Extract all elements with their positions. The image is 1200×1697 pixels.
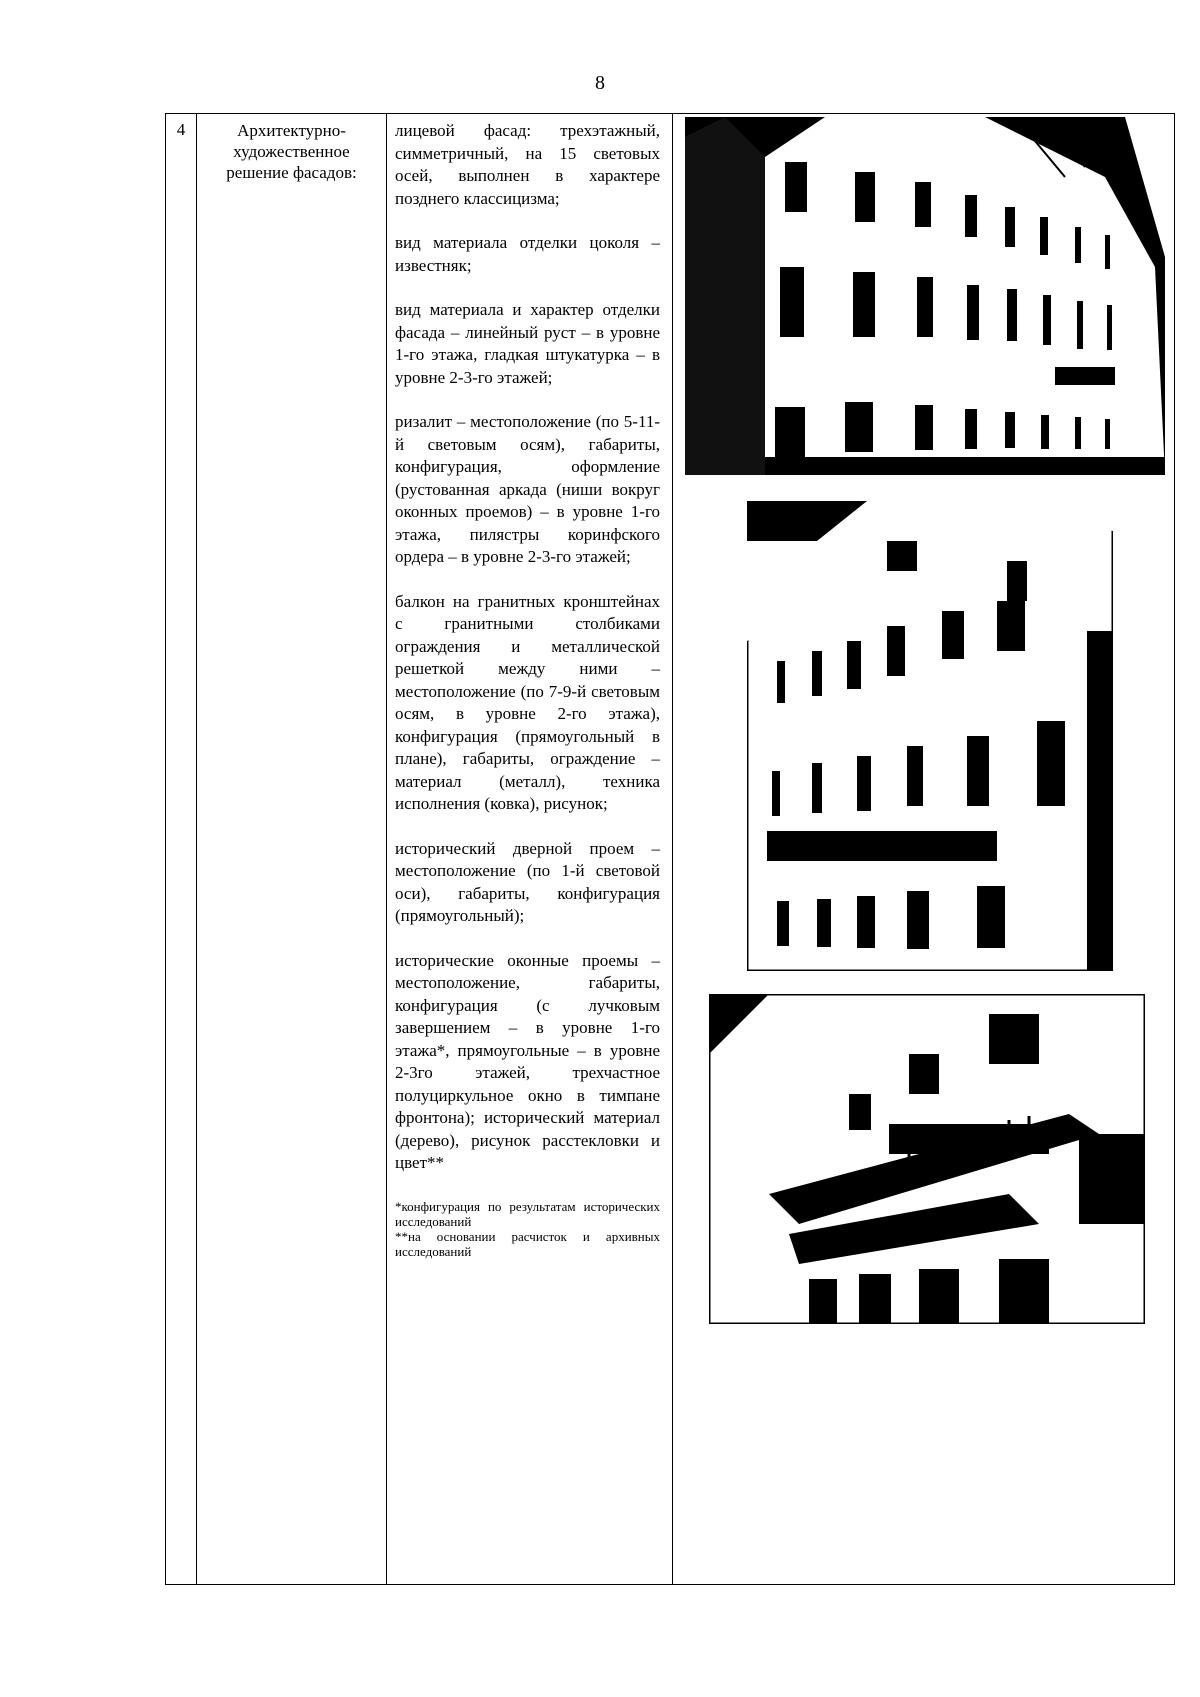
paragraph-balcony: балкон на гранитных кронштейнах с гранитными столбиками ограждения и металлической решеткой между ними – местоположение (по 7-9-й световым осям, в уровне 2-го этажа), конфигурация (прямоугольный в плане), габариты, ограждение – материал (металл), техника исполнения (ковка), рисунок; [395, 591, 660, 813]
paragraph-risalit: ризалит – местоположение (по 5-11-й световым осям), габариты, конфигурация, оформление (рустованная аркада (ниши вокруг оконных проемов) – в уровне 1-го этажа, пилястры коринфского ордера – в уровне 2-3-го этажей; [395, 412, 660, 566]
paragraph-facade: лицевой фасад: трехэтажный, симметричный, на 15 световых осей, выполнен в характере позднего классицизма; [395, 121, 660, 208]
paragraph-finish: вид материала и характер отделки фасада – линейный руст – в уровне 1-го этажа, гладкая штукатурка – в уровне 2-3-го этажей; [395, 300, 660, 387]
facade-photo-general [685, 117, 1165, 475]
row-name: Архитектурно-художественное решение фасадов: [197, 114, 387, 1585]
page-number: 8 [595, 72, 605, 94]
footnote-archive: **на основании расчисток и архивных исследований [395, 1228, 660, 1259]
facade-table [165, 113, 1175, 1585]
row-description [387, 114, 673, 1585]
balcony-photo-closeup [709, 994, 1145, 1324]
paragraph-plinth: вид материала отделки цоколя – известняк; [395, 233, 660, 275]
footnote-configuration: *конфигурация по результатам исторических исследований [395, 1198, 660, 1229]
paragraph-windows: исторические оконные проемы – местоположение, габариты, конфигурация (с лучковым завершением – в уровне 1-го этажа*, прямоугольные – в уровне 2-3го этажей, трехчастное полуциркульное окно в тимпане фронтона); исторический материал (дерево), рисунок расстекловки и цвет** [395, 950, 660, 1172]
facade-photo-risalit [747, 501, 1113, 971]
photo-column [673, 114, 1175, 1585]
row-number: 4 [166, 114, 197, 1585]
table-row [166, 114, 1175, 1585]
paragraph-door: исторический дверной проем – местоположение (по 1-й световой оси), габариты, конфигурация (прямоугольный); [395, 838, 660, 925]
